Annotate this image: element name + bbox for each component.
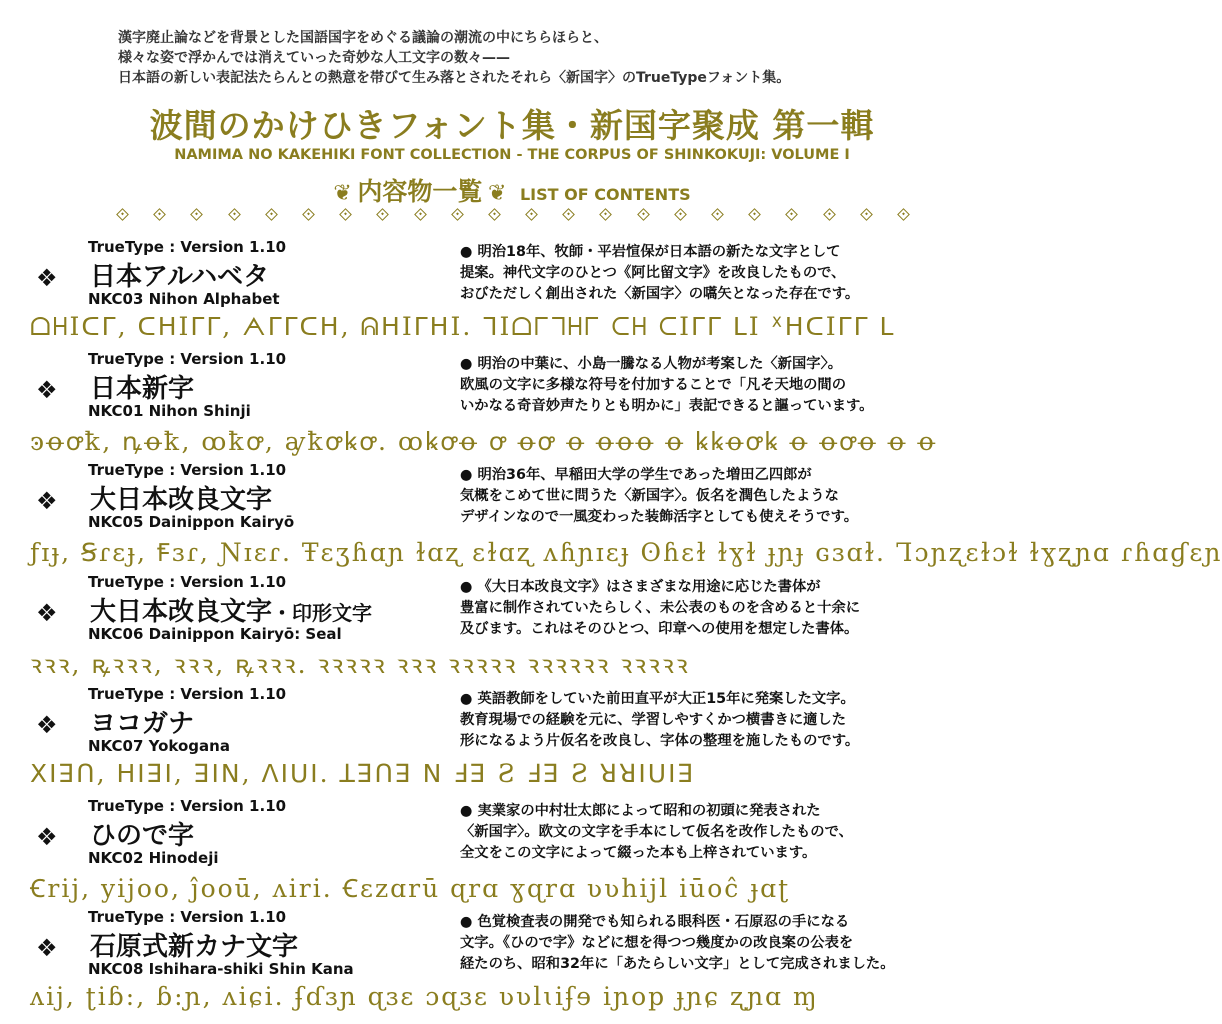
- font-entry: [0, 350, 1024, 462]
- description-line: デザインなので一風変わった装飾活字としても使えそうです。: [460, 509, 859, 525]
- fleuron-icon: ❦: [333, 181, 352, 206]
- font-name: [90, 703, 194, 740]
- font-version: TrueType : Version 1.10: [88, 238, 287, 256]
- diamond-icon: [414, 208, 427, 221]
- font-name: [90, 256, 269, 293]
- font-version: TrueType : Version 1.10: [88, 573, 287, 591]
- font-version: TrueType : Version 1.10: [88, 908, 287, 926]
- font-description: [460, 354, 1000, 417]
- description-line: ● 実業家の中村壮太郎によって昭和の初頭に発表された: [460, 803, 821, 819]
- bullet-icon: ❖: [36, 711, 58, 739]
- font-code: NKC06 Dainippon Kairyō: Seal: [88, 625, 342, 643]
- diamond-icon: [265, 208, 278, 221]
- font-version: TrueType : Version 1.10: [88, 685, 287, 703]
- font-version: TrueType : Version 1.10: [88, 461, 287, 479]
- font-description: [460, 801, 1000, 864]
- font-version: TrueType : Version 1.10: [88, 797, 287, 815]
- description-line: 文字。《ひので字》などに想を得つつ幾度かの改良案の公表を: [460, 935, 854, 951]
- font-sample: ƒɪɟ, Ꞩɾɛɟ, Ꞙɜɾ, Ɲɪɛɾ. Ŧɛʒɦɑɲ ɫɑʐ ɛɫɑʐ ʌɦɲɪɛɟ ʘɦɛɫ ɫɣɫ ɟɲɟ ɢɜɑɫ. Ꞁɔɲʐɛɫɔɫ ɫɣʐɲɑ ɾɦɑɠɛɲ: [30, 538, 1222, 567]
- diamond-icon: [748, 208, 761, 221]
- font-description: [460, 689, 1000, 752]
- font-entry: [0, 685, 1024, 797]
- contents-label-en: LIST OF CONTENTS: [519, 185, 691, 204]
- font-description: [460, 465, 1000, 528]
- diamond-icon: [376, 208, 389, 221]
- description-line: おびただしく創出された〈新国字〉の嚆矢となった存在です。: [460, 286, 860, 302]
- font-name-suffix: ・印形文字: [272, 601, 373, 625]
- diamond-icon: [451, 208, 464, 221]
- font-entry: [0, 461, 1222, 573]
- font-name-main: 日本アルハベタ: [90, 262, 270, 292]
- description-line: ● 明治36年、早稲田大学の学生であった増田乙四郎が: [460, 467, 812, 483]
- font-sample: ꜿꝋꝍꝁ, ꝴꝋꝁ, ꝏꝁꝍ, ꜽꝁꝍꝃꝍ. ꝏꝃꝍꝋ ꝍ ꝋꝍ ꝋ ꝋꝋꝋ ꝋ ꝃꝃꝋꝍꝃ ꝋ ꝋꝍꝋ ꝋ ꝋ: [30, 427, 938, 456]
- bullet-icon: ❖: [36, 599, 58, 627]
- font-name: [90, 479, 272, 516]
- description-line: 全文をこの文字によって綴った本も上梓されています。: [460, 845, 817, 861]
- diamond-icon: [600, 208, 613, 221]
- font-name-main: 大日本改良文字: [90, 485, 273, 515]
- description-line: ● 《大日本改良文字》はさまざまな用途に応じた書体が: [460, 579, 821, 595]
- diamond-icon: [488, 208, 501, 221]
- intro-line: 漢字廃止論などを背景とした国語国字をめぐる議論の潮流の中にちらほらと、: [118, 30, 608, 46]
- font-code: NKC05 Dainippon Kairyō: [88, 513, 295, 531]
- font-sample: ꓫꓲꓱꓵ, ꓧꓲꓱꓲ, ꓱꓲꓠ, ꓥꓲꓴꓲ. ꓕꓱꓵꓱ ꓠ ꓞꓱ Ꙅ ꓞꓱ Ꙅ ꓤꓤꓲꓴꓲꓱ: [30, 759, 696, 788]
- font-code: NKC02 Hinodeji: [88, 849, 219, 867]
- description-line: ● 英語教師をしていた前田直平が大正15年に発案した文字。: [460, 691, 855, 707]
- font-code: NKC08 Ishihara-shiki Shin Kana: [88, 960, 354, 978]
- diamond-icon: [562, 208, 575, 221]
- diamond-icon: [153, 208, 166, 221]
- font-name: [90, 926, 298, 963]
- diamond-icon: [674, 208, 687, 221]
- page-title: 波間のかけひきフォント集・新国字聚成 第一輯: [149, 106, 875, 145]
- font-version: TrueType : Version 1.10: [88, 350, 287, 368]
- description-line: 及びます。これはそのひとつ、印章への使用を想定した書体。: [460, 621, 859, 637]
- bullet-icon: ❖: [36, 823, 58, 851]
- font-name-main: 大日本改良文字: [90, 597, 273, 627]
- bullet-icon: ❖: [36, 487, 58, 515]
- font-entry: [0, 573, 1024, 685]
- diamond-icon: [525, 208, 538, 221]
- contents-label-jp: 内容物一覧: [357, 177, 483, 206]
- diamond-icon: [191, 208, 204, 221]
- fleuron-icon: ❦: [487, 181, 507, 206]
- page-subtitle: NAMIMA NO KAKEHIKI FONT COLLECTION - THE CORPUS OF SHINKOKUJI: VOLUME I: [174, 147, 850, 163]
- font-code: NKC01 Nihon Shinji: [88, 402, 251, 420]
- diamond-icon: [823, 208, 836, 221]
- bullet-icon: ❖: [36, 934, 58, 962]
- font-description: [460, 242, 1000, 305]
- font-sample: Ꞓrij, yijoo, ĵooū, ʌiri. Ꞓɛzɑrū ɋrɑ ɣɋrɑ ʋʋhijl iūoĉ ɟɑʈ: [30, 874, 791, 903]
- intro-line: 日本語の新しい表記法たらんとの熱意を帯びて生み落とされたそれら〈新国字〉のTrueTypeフォント集。: [118, 70, 791, 86]
- font-sample: ᗝᕼIᑕᒥ, ᑕᕼIᒥᒥ, ᗅᒥᒥᑕᕼ, ᕱᕼIᒥᕼI. ᒣIᗝᒥᒣᕼᒥ ᑕᕼ ᑕIᒥᒥ ᒪI ᕽᕼᑕIᒥᒥ ᒪ: [30, 312, 896, 341]
- description-line: 気概をこめて世に問うた〈新国字〉。仮名を潤色したような: [460, 488, 839, 504]
- description-line: ● 明治18年、牧師・平岩愃保が日本語の新たな文字として: [460, 244, 841, 260]
- font-entry: [0, 238, 1024, 350]
- font-code: NKC07 Yokogana: [88, 737, 230, 755]
- diamond-icon: [897, 208, 910, 221]
- font-sample: ʌij, ʈiɓ:, ɓ:ɲ, ʌiɕi. ʄɗɜɲ ɋɜɛ ɔɋɜɛ ʋʋlɩiʄɘ iɲop ɟɲɕ ʐɲɑ ɱ: [30, 982, 819, 1011]
- description-line: 形になるよう片仮名を改良し、字体の整理を施したものです。: [460, 733, 860, 749]
- font-name-main: ヨコガナ: [90, 709, 195, 739]
- diamond-icon: [860, 208, 873, 221]
- font-name-main: 日本新字: [90, 374, 195, 404]
- font-code: NKC03 Nihon Alphabet: [88, 290, 280, 308]
- description-line: 教育現場での経験を元に、学習しやすくかつ横書きに適した: [460, 712, 847, 728]
- font-entry: [0, 797, 1024, 909]
- diamond-icon: [786, 208, 799, 221]
- intro-text: [118, 28, 978, 88]
- font-description: [460, 577, 1000, 640]
- diamond-icon: [637, 208, 650, 221]
- contents-heading: [0, 172, 1024, 208]
- diamond-icon: [228, 208, 241, 221]
- diamond-icon: [711, 208, 724, 221]
- font-name: [90, 815, 194, 852]
- font-entry: [0, 908, 1024, 1020]
- description-line: 〈新国字〉。欧文の文字を手本にして仮名を改作したもので、: [460, 824, 853, 840]
- font-name: [90, 368, 194, 405]
- bullet-icon: ❖: [36, 376, 58, 404]
- description-line: 経たのち、昭和32年に「あたらしい文字」として完成されました。: [460, 956, 895, 972]
- description-line: 欧風の文字に多様な符号を付加することで「凡そ天地の間の: [460, 377, 847, 393]
- font-name-main: ひので字: [90, 821, 195, 851]
- bullet-icon: ❖: [36, 264, 58, 292]
- diamond-icon: [116, 208, 129, 221]
- description-line: ● 色覚検査表の開発でも知られる眼科医・石原忍の手になる: [460, 914, 850, 930]
- description-line: 提案。神代文字のひとつ《阿比留文字》を改良したもので、: [460, 265, 846, 281]
- diamond-icon: [339, 208, 352, 221]
- font-name: [90, 591, 372, 628]
- font-name-main: 石原式新カナ文字: [90, 932, 299, 962]
- diamond-icon: [302, 208, 315, 221]
- diamond-divider: [118, 210, 908, 219]
- description-line: ● 明治の中葉に、小島一騰なる人物が考案した〈新国字〉。: [460, 356, 843, 372]
- font-sample: ꝛꝛꝛ, ꝶꝛꝛꝛ, ꝛꝛꝛ, ꝶꝛꝛꝛ. ꝛꝛꝛꝛꝛ ꝛꝛꝛ ꝛꝛꝛꝛꝛ ꝛꝛꝛꝛꝛꝛ ꝛꝛꝛꝛꝛ: [30, 650, 690, 679]
- font-description: [460, 912, 1000, 975]
- intro-line: 様々な姿で浮かんでは消えていった奇妙な人工文字の数々——: [118, 50, 510, 66]
- description-line: 豊富に制作されていたらしく、未公表のものを含めると十余に: [460, 600, 861, 616]
- description-line: いかなる奇音妙声たりとも明かに」表記できると謳っています。: [460, 398, 874, 414]
